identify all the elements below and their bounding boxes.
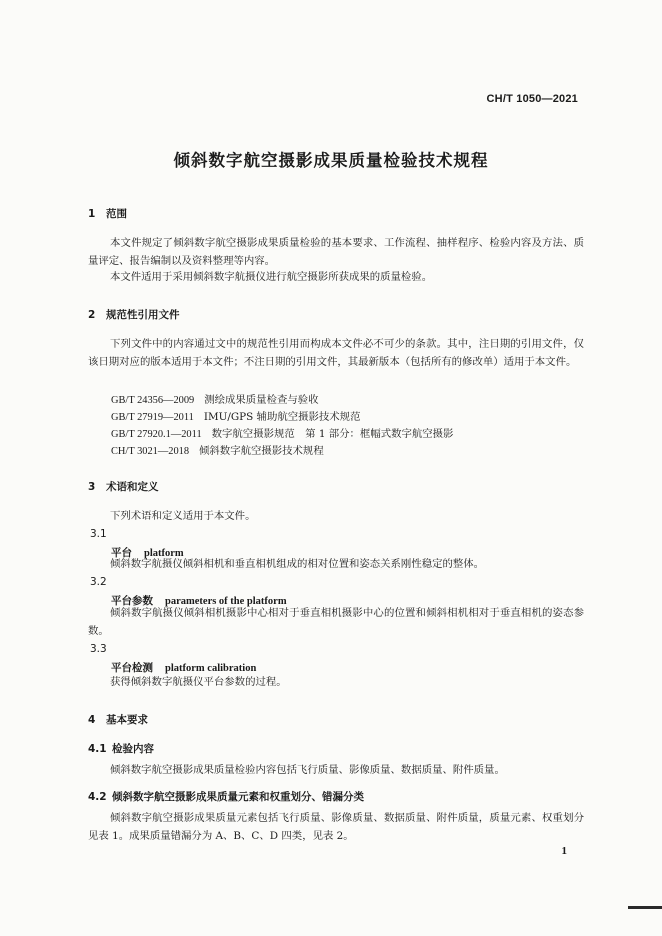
section-title: 基本要求 — [106, 714, 148, 726]
section-number: 2 — [88, 309, 96, 321]
reference-name: 测绘成果质量检查与验收 — [204, 394, 319, 406]
term-name — [111, 660, 256, 675]
section-title: 规范性引用文件 — [106, 309, 180, 321]
reference-name: IMU/GPS 辅助航空摄影技术规范 — [203, 411, 361, 423]
subsection-number: 4.2 — [88, 791, 107, 803]
reference-code: GB/T 24356—2009 — [111, 395, 195, 406]
standard-code: CH/T 1050—2021 — [486, 93, 578, 105]
term-number: 3.2 — [90, 576, 107, 588]
normative-intro: 下列文件中的内容通过文中的规范性引用而构成本文件必不可少的条款。其中，注日期的引用文件，仅该日期对应的版本适用于本文件；不注日期的引用文件，其最新版本（包括所有的修改单）适用于本文件。 — [88, 338, 584, 368]
reference-item — [111, 425, 453, 440]
term-name-en: parameters of the platform — [165, 596, 287, 607]
section-title: 术语和定义 — [106, 481, 159, 493]
subsection-4-1-text: 倾斜数字航空摄影成果质量检验内容包括飞行质量、影像质量、数据质量、附件质量。 — [110, 764, 505, 776]
term-name-en: platform calibration — [165, 663, 257, 674]
section-1-heading — [88, 206, 127, 221]
subsection-title: 检验内容 — [112, 743, 154, 755]
section-4-heading — [88, 712, 148, 727]
reference-code: CH/T 3021—2018 — [111, 446, 190, 457]
section-number: 1 — [88, 208, 96, 220]
section-number: 4 — [88, 714, 96, 726]
document-title: 倾斜数字航空摄影成果质量检验技术规程 — [173, 151, 489, 170]
subsection-4-1-heading — [88, 741, 154, 756]
term-name-cn: 平台检测 — [111, 662, 153, 674]
term-name-cn: 平台 — [111, 547, 132, 559]
subsection-title: 倾斜数字航空摄影成果质量元素和权重划分、错漏分类 — [112, 791, 364, 803]
term-number: 3.1 — [90, 528, 107, 540]
subsection-4-2-heading — [88, 789, 364, 804]
reference-item — [111, 408, 360, 423]
term-definition: 倾斜数字航摄仪倾斜相机摄影中心相对于垂直相机摄影中心的位置和倾斜相机相对于垂直相机的姿态参数。 — [88, 607, 584, 637]
term-number: 3.3 — [90, 643, 107, 655]
reference-name: 倾斜数字航空摄影技术规程 — [199, 445, 324, 457]
reference-item — [111, 391, 319, 406]
terms-intro: 下列术语和定义适用于本文件。 — [110, 510, 256, 522]
subsection-number: 4.1 — [88, 743, 107, 755]
term-definition: 倾斜数字航摄仪倾斜相机和垂直相机组成的相对位置和姿态关系刚性稳定的整体。 — [110, 558, 485, 570]
subsection-4-2-text: 倾斜数字航空摄影成果质量元素包括飞行质量、影像质量、数据质量、附件质量，质量元素、权重划分见表 1。成果质量错漏分为 A、B、C、D 四类，见表 2。 — [88, 812, 584, 842]
reference-code: GB/T 27920.1—2011 — [111, 429, 202, 440]
term-name-en: platform — [144, 548, 184, 559]
term-definition: 获得倾斜数字航摄仪平台参数的过程。 — [110, 676, 287, 688]
section-2-heading — [88, 307, 180, 322]
section-number: 3 — [88, 481, 96, 493]
scope-paragraph-2: 本文件适用于采用倾斜数字航摄仪进行航空摄影所获成果的质量检验。 — [110, 271, 433, 283]
page-number: 1 — [561, 845, 567, 857]
term-name-cn: 平台参数 — [111, 595, 153, 607]
section-3-heading — [88, 479, 159, 494]
reference-name: 数字航空摄影规范 第 1 部分：框幅式数字航空摄影 — [211, 428, 454, 440]
reference-code: GB/T 27919—2011 — [111, 412, 194, 423]
reference-item — [111, 442, 324, 457]
section-title: 范围 — [106, 208, 127, 220]
scope-paragraph-1: 本文件规定了倾斜数字航空摄影成果质量检验的基本要求、工作流程、抽样程序、检验内容及方法、质量评定、报告编制以及资料整理等内容。 — [88, 237, 584, 267]
scan-edge-mark — [628, 906, 662, 909]
